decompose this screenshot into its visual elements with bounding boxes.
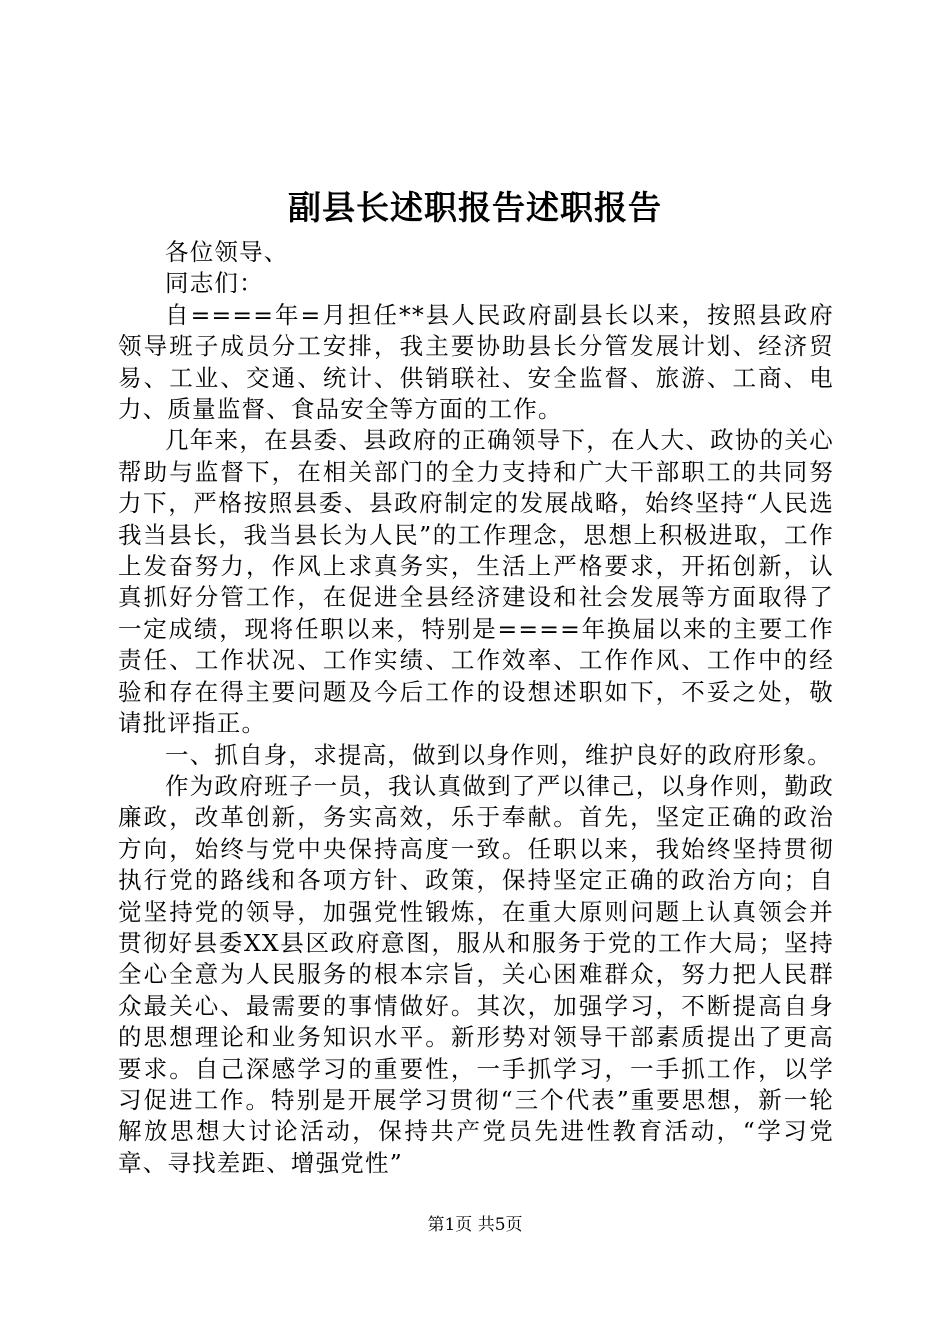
document-body — [118, 237, 834, 1179]
paragraph-overview: 几年来，在县委、县政府的正确领导下，在人大、政协的关心帮助与监督下，在相关部门的全力支持和广大干部职工的共同努力下，严格按照县委、县政府制定的发展战略，始终坚持“人民选我当县长，我当县长为人民”的工作理念，思想上积极进取，工作上发奋努力，作风上求真务实，生活上严格要求，开拓创新，认真抓好分管工作，在促进全县经济建设和社会发展等方面取得了一定成绩，现将任职以来，特别是====年换届以来的主要工作责任、工作状况、工作实绩、工作效率、工作作风、工作中的经验和存在得主要问题及今后工作的设想述职如下，不妥之处，敬请批评指正。 — [118, 426, 834, 738]
document-title: 副县长述职报告述职报告 — [288, 188, 662, 227]
salutation-line-1: 各位领导、 — [165, 238, 289, 266]
salutation-line-2: 同志们： — [165, 269, 264, 298]
paragraph-section-1: 作为政府班子一员，我认真做到了严以律己，以身作则，勤政廉政，改革创新，务实高效，乐于奉献。首先，坚定正确的政治方向，始终与党中央保持高度一致。任职以来，我始终坚持贯彻执行党的路线和各项方针、政策，保持坚定正确的政治方向；自觉坚持党的领导，加强党性锻炼，在重大原则问题上认真领会并贯彻好县委XX县区政府意图，服从和服务于党的工作大局；坚持全心全意为人民服务的根本宗旨，关心困难群众，努力把人民群众最关心、最需要的事情做好。其次，加强学习，不断提高自身的思想理论和业务知识水平。新形势对领导干部素质提出了更高要求。自己深感学习的重要性，一手抓学习，一手抓工作，以学习促进工作。特别是开展学习贯彻“三个代表”重要思想，新一轮解放思想大讨论活动，保持共产党员先进性教育活动，“学习党章、寻找差距、增强党性” — [118, 771, 834, 1177]
page-footer: 第1页 共5页 — [427, 1215, 523, 1235]
paragraph-intro: 自====年=月担任**县人民政府副县长以来，按照县政府领导班子成员分工安排，我主要协助县长分管发展计划、经济贸易、工业、交通、统计、供销联社、安全监督、旅游、工商、电力、质量监督、食品安全等方面的工作。 — [118, 300, 834, 424]
section-heading-1: 一、抓自身，求提高，做到以身作则，维护良好的政府形象。 — [165, 740, 832, 769]
